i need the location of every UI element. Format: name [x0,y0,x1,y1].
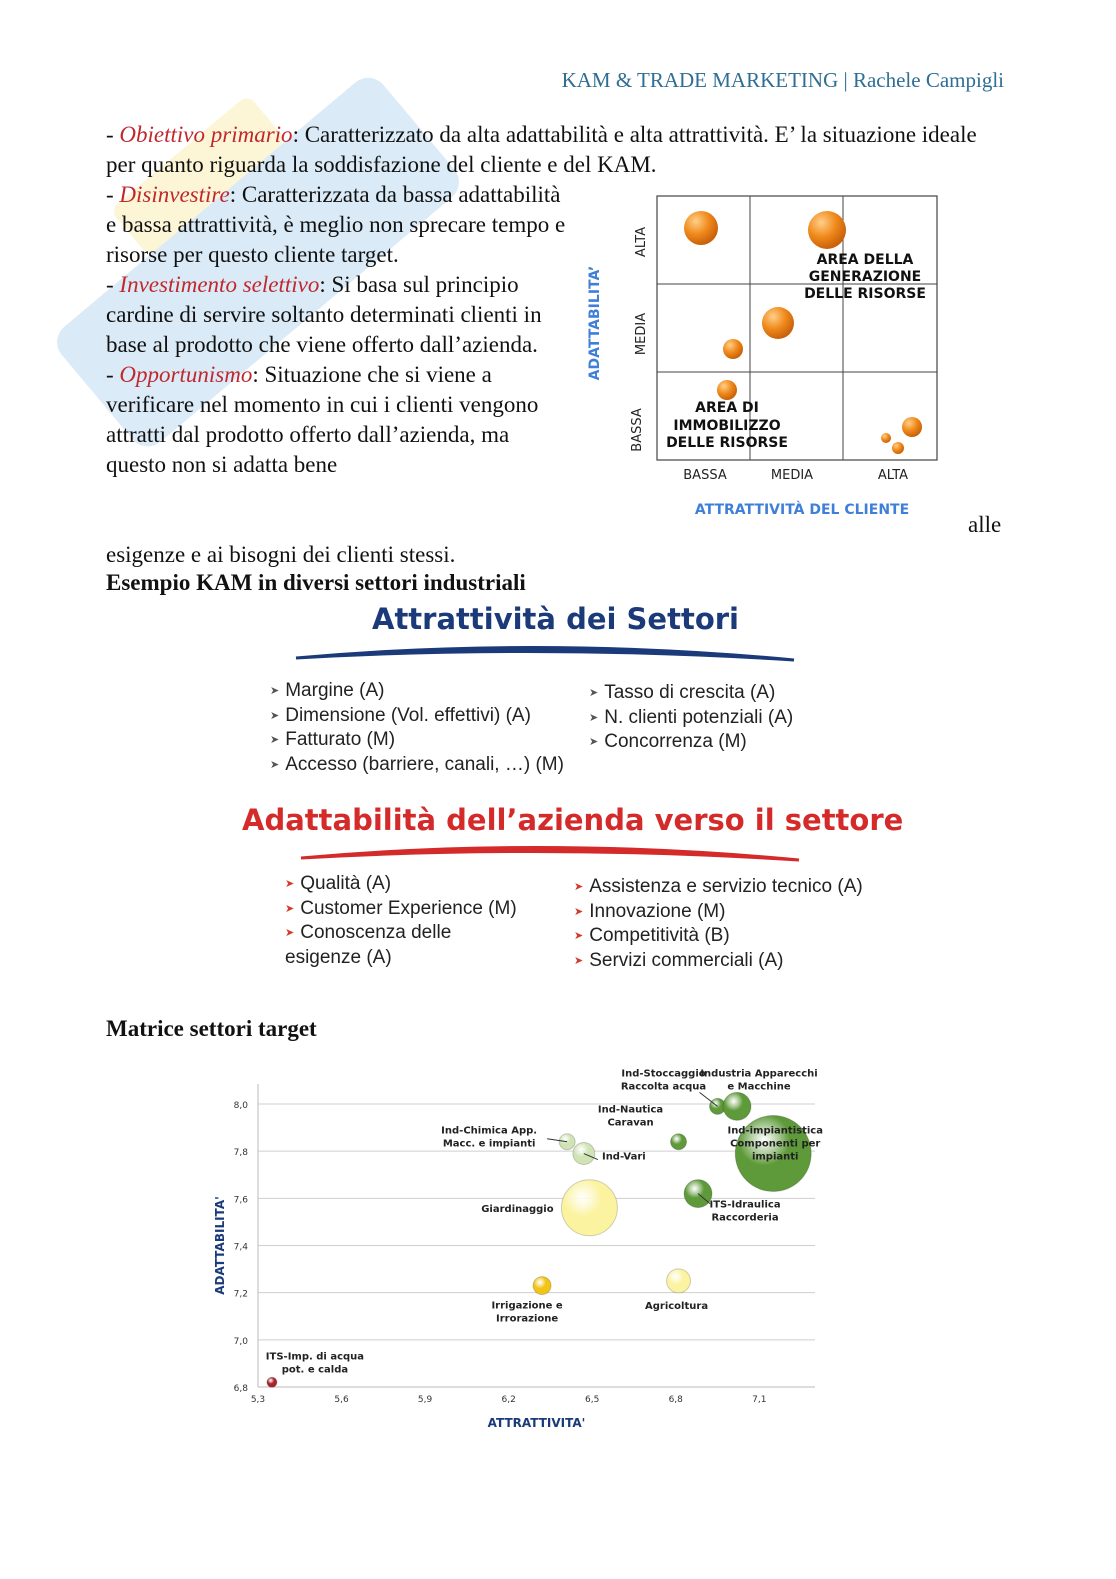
text-obiettivo: : Caratterizzato da alta adattabilità e alta attrattività. E’ la situazione ideale per quanto riguarda la soddisfazione del cliente e del KAM. [106,122,977,177]
matrix-bubble [723,339,743,359]
list-item: ➤ Accesso (barriere, canali, …) (M) [270,753,564,775]
chart-bubble [723,1092,751,1120]
term-disinvestire: Disinvestire [119,182,230,207]
chart-y-tick: 7,4 [233,1242,248,1253]
matrix-y-tick: BASSA [630,408,645,452]
list-item: ➤ Concorrenza (M) [589,731,747,752]
chart-data-label: Raccorderia [711,1212,779,1224]
matrix-area-bottom-label: DELLE RISORSE [666,435,788,451]
bullet-icon: ➤ [574,954,584,967]
list-item: ➤ Qualità (A) [285,873,392,894]
list-item: ➤ N. clienti potenziali (A) [589,706,794,728]
chart-data-label: pot. e calda [281,1364,349,1376]
matrix-area-top-label: AREA DELLA [816,252,914,268]
adattabilita-list-left [285,872,517,969]
bullet-icon: ➤ [285,927,295,939]
adattabilita-swoosh [295,838,805,868]
chart-data-label: Ind-Nautica [597,1104,664,1116]
list-item: esigenze (A) [285,946,392,968]
chart-data-label: Caravan [607,1117,654,1129]
chart-x-tick: 6,2 [501,1395,516,1405]
paragraph-obiettivo: - Obiettivo primario: Caratterizzato da alta adattabilità e alta attrattività. E’ la situazione ideale per quanto riguarda la soddisfazione del cliente e del KAM. [106,122,977,177]
attrattivita-list-left [270,679,564,777]
bullet-icon: ➤ [574,881,584,893]
matrix-area-bottom-label: IMMOBILIZZO [673,418,781,434]
bullet-icon: ➤ [270,709,280,722]
bullet-icon: ➤ [270,685,280,697]
matrix-y-tick: MEDIA [634,312,649,356]
list-item: ➤ Margine (A) [270,680,385,701]
chart-y-tick: 7,8 [233,1148,248,1159]
chart-x-tick: 5,9 [417,1395,433,1405]
bullet-icon: ➤ [589,711,599,724]
chart-y-tick: 7,6 [233,1195,248,1206]
chart-y-tick: 8,0 [233,1101,248,1111]
bubble-chart [200,1065,840,1445]
chart-data-label: Ind-Stoccaggio [621,1068,706,1080]
term-investimento: Investimento selettivo [119,272,320,297]
page-header: KAM & TRADE MARKETING | Rachele Campigli [561,68,1004,92]
chart-y-tick: 7,2 [233,1289,248,1300]
text-closing: esigenze e ai bisogni dei clienti stessi. [106,542,456,567]
bullet-icon: ➤ [285,902,295,915]
chart-x-tick: 5,3 [250,1395,266,1405]
chart-x-tick: 6,8 [668,1395,683,1405]
chart-x-tick: 6,5 [585,1395,600,1405]
chart-y-axis-title: ADATTABILITA' [213,1196,227,1295]
bullet-icon: ➤ [270,758,280,771]
list-item: ➤ Tasso di crescita (A) [589,682,776,703]
attrattivita-swoosh [290,638,800,668]
chart-y-tick: 6,8 [233,1384,248,1394]
matrix-bubble [717,380,737,400]
chart-y-tick: 7,0 [233,1336,248,1347]
matrix-bubble [881,433,891,443]
chart-data-label: Ind-Chimica App. [441,1125,538,1137]
matrix-figure [580,185,960,530]
list-item: ➤ Servizi commerciali (A) [574,949,784,971]
matrix-y-tick: ALTA [634,226,649,258]
chart-data-label: Industria Apparecchi [700,1068,818,1080]
bullet-icon: ➤ [574,905,584,918]
attrattivita-list-right [589,681,793,755]
chart-data-label: Irrorazione [495,1313,559,1325]
paragraph-investimento: - Investimento selettivo: Si basa sul principio cardine di servire soltanto determinati clienti in base al prodotto che viene offerto dall’azienda. [106,272,542,357]
matrix-area-top-label: GENERAZIONE [808,269,922,285]
text-opportunismo: : Situazione che si viene a verificare nel momento in cui i clienti vengono attratti dal prodotto offerto dall’azienda, ma questo non si adatta bene [106,362,539,477]
chart-data-label: Componenti per [730,1138,821,1150]
matrix-x-axis-title: ATTRATTIVITÀ DEL CLIENTE [694,502,910,518]
list-item: ➤ Customer Experience (M) [285,897,517,919]
matrix-area-bottom-label: AREA DI [695,400,759,416]
list-item: ➤ Dimensione (Vol. effettivi) (A) [270,704,531,726]
matrix-bubble [902,417,922,437]
chart-bubble [667,1269,691,1293]
matrix-x-tick: BASSA [683,468,727,483]
matrix-bubble [684,211,718,245]
chart-bubble [533,1277,551,1295]
chart-data-label: impianti [751,1151,799,1163]
bullet-icon: ➤ [589,736,599,748]
text-disinvestire: : Caratterizzata da bassa adattabilità e bassa attrattività, è meglio non sprecare tempo e risorse per questo cliente target. [106,182,566,267]
chart-data-label: Giardinaggio [481,1203,554,1215]
attrattivita-title: Attrattività dei Settori [372,602,739,636]
term-opportunismo: Opportunismo [119,362,253,387]
chart-data-label: Irrigazione e [491,1300,563,1312]
matrix-x-tick: MEDIA [770,468,814,483]
heading-matrice: Matrice settori target [106,1016,317,1041]
bullet-icon: ➤ [270,734,280,746]
bullet-icon: ➤ [285,878,295,890]
chart-bubble [561,1180,617,1236]
chart-data-label: ITS-Idraulica [709,1199,781,1211]
heading-esempio: Esempio KAM in diversi settori industriali [106,570,526,595]
paragraph-column [106,180,566,480]
text-investimento: : Si basa sul principio cardine di servire soltanto determinati clienti in base al prodotto che viene offerto dall’azienda. [106,272,542,357]
chart-x-axis-title: ATTRATTIVITA' [487,1416,586,1430]
paragraph-opportunismo: - Opportunismo: Situazione che si viene a verificare nel momento in cui i clienti vengono attratti dal prodotto offerto dall’azienda, ma questo non si adatta bene [106,362,539,477]
chart-bubble [573,1143,595,1165]
chart-data-label: Raccolta acqua [620,1081,707,1093]
list-item: ➤ Conoscenza delle [285,922,452,943]
chart-data-label: ITS-Imp. di acqua [265,1351,365,1363]
list-item: ➤ Competitività (B) [574,925,730,946]
bullet-icon: ➤ [574,930,584,942]
matrix-bubble [892,442,904,454]
chart-data-label: Agricoltura [645,1300,709,1312]
matrix-y-axis-title: ADATTABILITA’ [587,265,603,381]
adattabilita-title: Adattabilità dell’azienda verso il settore [242,803,904,837]
bullet-icon: ➤ [589,687,599,699]
chart-bubble [671,1134,687,1150]
chart-data-label: e Macchine [727,1081,791,1093]
text-alle: alle [968,512,1002,537]
chart-data-label: Ind-Vari [601,1151,646,1163]
list-item: ➤ Fatturato (M) [270,729,396,750]
adattabilita-list-right [574,875,863,973]
chart-bubble [267,1377,277,1387]
chart-data-label: Macc. e impianti [442,1138,536,1150]
matrix-bubble [808,211,846,249]
list-item: ➤ Assistenza e servizio tecnico (A) [574,876,863,897]
paragraph-disinvestire: - Disinvestire: Caratterizzata da bassa adattabilità e bassa attrattività, è meglio non sprecare tempo e risorse per questo cliente target. [106,182,566,267]
chart-x-tick: 5,6 [334,1395,349,1405]
matrix-x-tick: ALTA [877,468,909,483]
term-obiettivo: Obiettivo primario [119,122,293,147]
chart-data-label: Ind-impiantistica [727,1125,823,1137]
matrix-bubble [762,307,794,339]
list-item: ➤ Innovazione (M) [574,900,726,922]
chart-x-tick: 7,1 [752,1395,767,1405]
matrix-area-top-label: DELLE RISORSE [804,286,926,302]
